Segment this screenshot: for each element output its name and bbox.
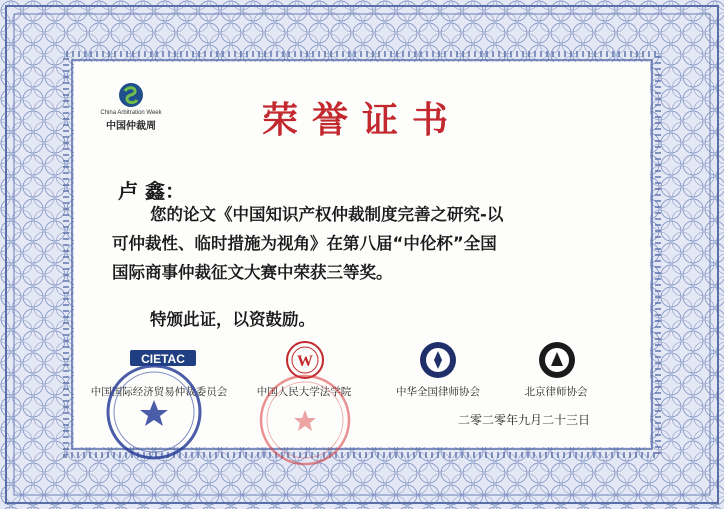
recipient-name: 卢 鑫：	[118, 179, 185, 203]
event-logo-cn: 中国仲裁周	[106, 121, 156, 132]
renmin-logo-text: W	[297, 353, 313, 370]
body-line-1: 您的论文《中国知识产权仲裁制度完善之研究-以	[150, 205, 504, 224]
certificate-body	[112, 200, 620, 287]
certificate-title: 荣誉证书	[261, 99, 462, 141]
organizer-name-2: 中国人民大学法学院	[256, 386, 352, 398]
blue-official-seal	[104, 362, 204, 462]
issue-date: 二零二零年九月二十三日	[458, 413, 591, 427]
cietac-logo-text: CIETAC	[141, 352, 185, 366]
acla-emblem-icon	[418, 340, 458, 380]
beijing-lawyers-emblem-icon	[537, 340, 577, 380]
closing-line: 特颁此证，以资鼓励。	[150, 310, 315, 329]
event-logo-en-2: Arbitration Week	[117, 110, 162, 116]
body-line-2: 可仲裁性、临时措施为视角》在第八届“中伦杯”全国	[112, 234, 497, 253]
beijing-lawyers-logo	[537, 340, 577, 384]
organizer-name-4: 北京律师协会	[524, 386, 588, 398]
body-line-3: 国际商事仲裁征文大赛中荣获三等奖。	[112, 263, 393, 282]
organizer-name-1: 中国国际经济贸易仲裁委员会	[90, 386, 228, 398]
red-official-seal	[255, 370, 355, 470]
organizer-name-3: 中华全国律师协会	[396, 386, 480, 398]
acla-logo	[418, 340, 458, 384]
event-logo-en-1: China	[100, 110, 117, 116]
